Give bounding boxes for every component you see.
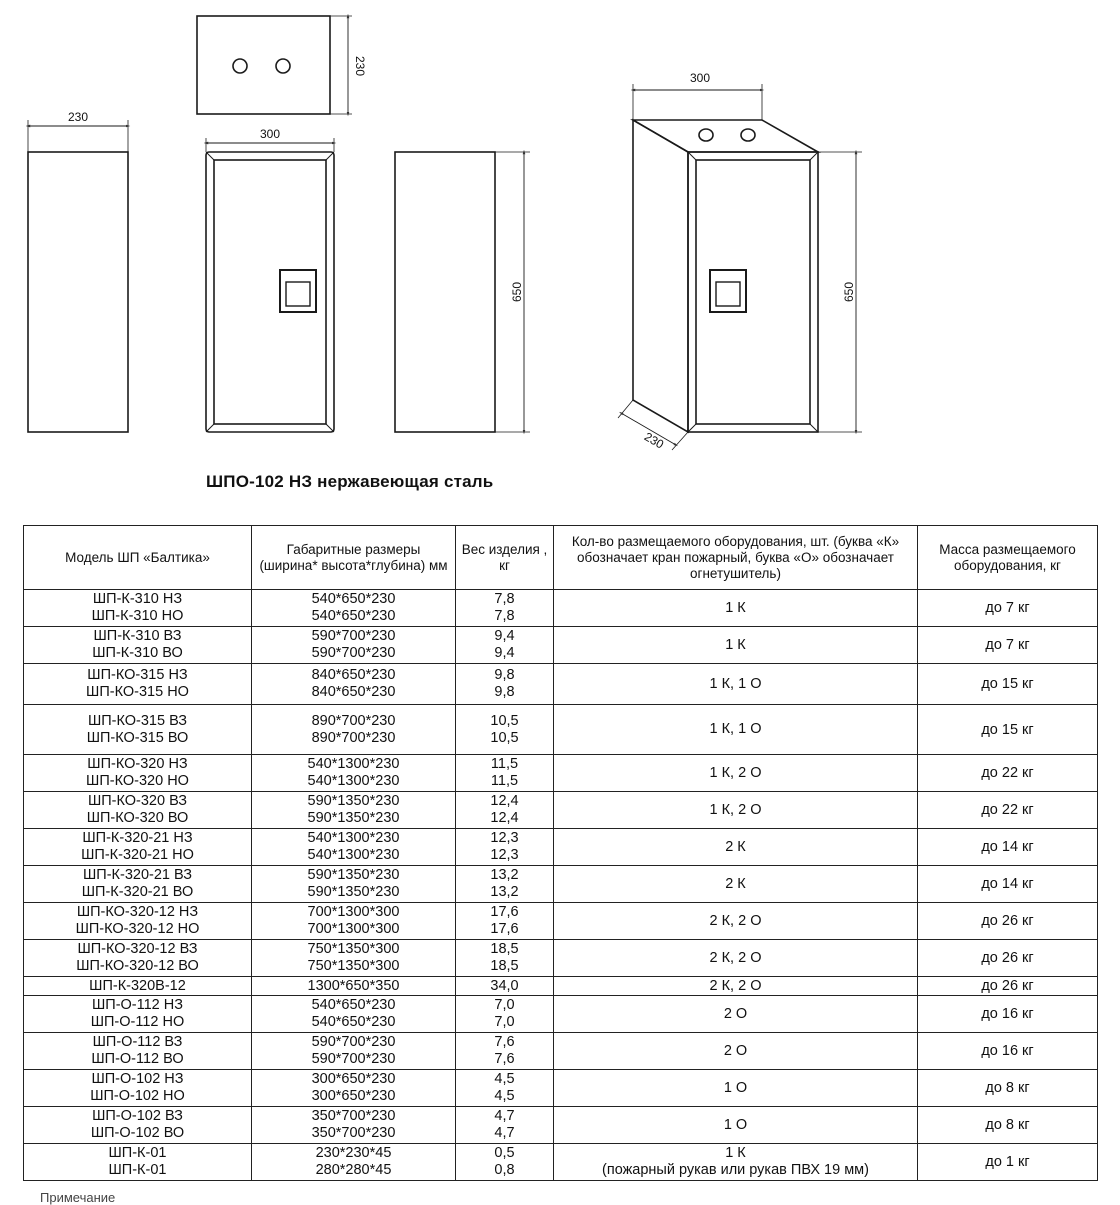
- cell-dimensions-line: 590*700*230: [311, 1051, 396, 1067]
- cell-model: [24, 940, 252, 977]
- front-view: [206, 138, 334, 432]
- cell-model-line: ШП-О-102 ВЗ: [92, 1108, 183, 1124]
- table-row: [24, 1033, 1098, 1070]
- cell-weight-line: 17,6: [490, 904, 519, 920]
- cell-dimensions: [252, 755, 456, 792]
- cell-model-line: ШП-КО-320 НЗ: [87, 756, 188, 772]
- cell-equipment-mass: до 15 кг: [918, 664, 1098, 705]
- table-row: [24, 866, 1098, 903]
- header-equipment-mass: Масса размещаемого оборудования, кг: [918, 526, 1098, 590]
- cell-weight-line: 18,5: [490, 941, 519, 957]
- cell-equipment: [554, 705, 918, 755]
- cell-equipment-mass: до 22 кг: [918, 792, 1098, 829]
- cell-weight: [456, 1107, 554, 1144]
- cell-weight-line: 4,5: [494, 1088, 515, 1104]
- cell-dimensions-line: 350*700*230: [311, 1125, 396, 1141]
- cell-model-line: ШП-К-310 ВО: [92, 645, 183, 661]
- cell-model-line: ШП-К-320-21 ВЗ: [83, 867, 192, 883]
- cell-equipment-line: (пожарный рукав или рукав ПВХ 19 мм): [602, 1162, 869, 1178]
- cell-weight-line: 12,3: [490, 830, 519, 846]
- header-equipment: Кол-во размещаемого оборудования, шт. (буква «К» обозначает кран пожарный, буква «О» обозначает огнетушитель): [554, 526, 918, 590]
- cell-equipment-line: 2 К, 2 О: [709, 949, 762, 966]
- cell-equipment: [554, 977, 918, 996]
- cell-model-line: ШП-О-112 ВЗ: [92, 1034, 183, 1050]
- table-row: [24, 627, 1098, 664]
- cell-dimensions-line: 540*650*230: [311, 591, 396, 607]
- cell-weight-line: 12,4: [490, 793, 519, 809]
- cell-weight-line: 4,5: [494, 1071, 515, 1087]
- table-row: [24, 1107, 1098, 1144]
- cell-weight-line: 9,4: [494, 645, 515, 661]
- cell-equipment: [554, 1107, 918, 1144]
- cell-weight-line: 7,6: [494, 1034, 515, 1050]
- cell-dimensions-line: 590*700*230: [311, 1034, 396, 1050]
- cell-model: [24, 977, 252, 996]
- cell-dimensions-line: 590*1350*230: [307, 793, 400, 809]
- cell-equipment: [554, 1144, 918, 1181]
- cell-model: [24, 1070, 252, 1107]
- cell-weight-line: 12,4: [490, 810, 519, 826]
- cell-model-line: ШП-КО-320 ВЗ: [87, 793, 188, 809]
- cell-equipment-line: 1 К: [725, 599, 746, 616]
- cell-weight: [456, 903, 554, 940]
- cell-dimensions-line: 590*700*230: [311, 628, 396, 644]
- cell-model: [24, 829, 252, 866]
- cell-equipment-line: 1 К, 2 О: [709, 764, 762, 781]
- cell-dimensions-line: 280*280*45: [315, 1162, 392, 1178]
- header-dimensions: Габаритные размеры (ширина* высота*глубина) мм: [252, 526, 456, 590]
- cell-equipment-mass: до 14 кг: [918, 829, 1098, 866]
- cell-model: [24, 705, 252, 755]
- cell-weight-line: 7,0: [494, 1014, 515, 1030]
- cell-weight-line: 12,3: [490, 847, 519, 863]
- cell-model-line: ШП-К-310 ВЗ: [93, 628, 182, 644]
- table-row: [24, 755, 1098, 792]
- cell-equipment-line: 2 О: [723, 1005, 748, 1022]
- cell-weight: [456, 996, 554, 1033]
- cell-dimensions: [252, 1144, 456, 1181]
- cell-weight-line: 9,8: [494, 667, 515, 683]
- cell-model-line: ШП-КО-320-12 НО: [75, 921, 200, 937]
- cell-weight-line: 0,5: [494, 1145, 515, 1161]
- cell-weight-line: 7,8: [494, 608, 515, 624]
- header-weight: Вес изделия , кг: [456, 526, 554, 590]
- cell-model-line: ШП-К-320-21 НО: [81, 847, 194, 863]
- product-caption: ШПО-102 НЗ нержавеющая сталь: [206, 472, 494, 491]
- cell-model-line: ШП-К-320-21 ВО: [81, 884, 194, 900]
- cell-equipment: [554, 664, 918, 705]
- cell-dimensions: [252, 866, 456, 903]
- table-row: [24, 1070, 1098, 1107]
- cell-dimensions-line: 840*650*230: [311, 667, 396, 683]
- cell-weight: [456, 664, 554, 705]
- cell-dimensions: [252, 1107, 456, 1144]
- cell-dimensions-line: 540*650*230: [311, 997, 396, 1013]
- cell-weight-line: 13,2: [490, 867, 519, 883]
- cell-dimensions-line: 540*1300*230: [307, 830, 400, 846]
- dim-top-depth: 230: [353, 55, 367, 77]
- cell-dimensions: [252, 996, 456, 1033]
- cell-model-line: ШП-К-310 НО: [91, 608, 184, 624]
- cabinet-drawings: [0, 0, 1120, 500]
- cell-dimensions: [252, 705, 456, 755]
- cell-weight: [456, 940, 554, 977]
- cell-dimensions-line: 540*1300*230: [307, 847, 400, 863]
- isometric-view: [618, 84, 862, 450]
- header-model: Модель ШП «Балтика»: [24, 526, 252, 590]
- cell-equipment-mass: до 7 кг: [918, 590, 1098, 627]
- cell-model-line: ШП-О-102 ВО: [90, 1125, 185, 1141]
- cell-dimensions: [252, 627, 456, 664]
- cell-weight: [456, 792, 554, 829]
- cell-dimensions-line: 300*650*230: [311, 1088, 396, 1104]
- cell-equipment-line: 1 К: [725, 636, 746, 653]
- table-row: [24, 996, 1098, 1033]
- dim-front-width: 300: [259, 127, 281, 141]
- cell-dimensions-line: 590*1350*230: [307, 867, 400, 883]
- cell-equipment-mass: до 16 кг: [918, 1033, 1098, 1070]
- table-row: [24, 977, 1098, 996]
- cell-dimensions-line: 890*700*230: [311, 712, 396, 729]
- cell-weight-line: 0,8: [494, 1162, 515, 1178]
- top-view: [197, 16, 352, 114]
- cell-dimensions-line: 1300*650*350: [307, 977, 400, 994]
- cell-weight-line: 11,5: [490, 756, 519, 772]
- dim-iso-width: 300: [689, 71, 711, 85]
- cell-weight: [456, 1070, 554, 1107]
- cell-equipment: [554, 1070, 918, 1107]
- cell-equipment-line: 2 О: [723, 1042, 748, 1059]
- table-row: [24, 705, 1098, 755]
- cell-model-line: ШП-КО-315 НЗ: [87, 667, 188, 683]
- cell-model-line: ШП-КО-320-12 ВО: [76, 958, 199, 974]
- cell-weight: [456, 590, 554, 627]
- cell-model: [24, 866, 252, 903]
- cell-model-line: ШП-О-112 ВО: [91, 1051, 184, 1067]
- cell-model: [24, 792, 252, 829]
- cell-dimensions-line: 590*700*230: [311, 645, 396, 661]
- cell-dimensions-line: 700*1300*300: [307, 921, 400, 937]
- cell-model-line: ШП-О-102 НО: [90, 1088, 185, 1104]
- cell-model-line: ШП-КО-320 ВО: [86, 810, 189, 826]
- cell-model-line: ШП-КО-315 НО: [86, 684, 189, 700]
- cell-equipment-mass: до 7 кг: [918, 627, 1098, 664]
- cell-weight: [456, 829, 554, 866]
- cell-weight: [456, 627, 554, 664]
- footer-note: Примечание: [40, 1190, 116, 1205]
- cell-equipment-line: 1 К, 2 О: [709, 801, 762, 818]
- cell-equipment: [554, 590, 918, 627]
- cell-dimensions: [252, 1033, 456, 1070]
- cell-weight-line: 9,8: [494, 684, 515, 700]
- dim-iso-depth: 230: [641, 429, 667, 452]
- cell-model: [24, 755, 252, 792]
- cell-equipment-mass: до 15 кг: [918, 705, 1098, 755]
- cell-model: [24, 1107, 252, 1144]
- cell-dimensions: [252, 829, 456, 866]
- table-header-row: [24, 526, 1098, 590]
- cell-weight: [456, 705, 554, 755]
- cell-weight-line: 34,0: [490, 977, 519, 994]
- cell-dimensions-line: 350*700*230: [311, 1108, 396, 1124]
- cell-equipment: [554, 829, 918, 866]
- cell-weight-line: 18,5: [490, 958, 519, 974]
- cell-model-line: ШП-О-102 НЗ: [91, 1071, 184, 1087]
- table-row: [24, 664, 1098, 705]
- cell-equipment: [554, 940, 918, 977]
- cell-equipment: [554, 996, 918, 1033]
- cell-dimensions-line: 590*1350*230: [307, 810, 400, 826]
- cell-model-line: ШП-КО-315 ВЗ: [87, 712, 188, 729]
- cell-equipment-mass: до 26 кг: [918, 903, 1098, 940]
- cell-dimensions: [252, 1070, 456, 1107]
- cell-equipment: [554, 1033, 918, 1070]
- cell-equipment-mass: до 1 кг: [918, 1144, 1098, 1181]
- cell-equipment: [554, 755, 918, 792]
- cell-model-line: ШП-К-320-21 НЗ: [82, 830, 193, 846]
- cell-dimensions: [252, 664, 456, 705]
- table-body: [24, 590, 1098, 1181]
- cell-dimensions: [252, 792, 456, 829]
- cell-dimensions-line: 300*650*230: [311, 1071, 396, 1087]
- cell-equipment-mass: до 26 кг: [918, 940, 1098, 977]
- spec-table: [23, 525, 1098, 1181]
- cell-dimensions-line: 700*1300*300: [307, 904, 400, 920]
- cell-dimensions-line: 540*650*230: [311, 1014, 396, 1030]
- cell-model-line: ШП-КО-320-12 ВЗ: [77, 941, 198, 957]
- cell-model: [24, 664, 252, 705]
- cell-dimensions-line: 540*650*230: [311, 608, 396, 624]
- cell-dimensions-line: 890*700*230: [311, 729, 396, 746]
- dim-side-width: 230: [67, 110, 89, 124]
- cell-equipment-line: 1 О: [723, 1116, 748, 1133]
- cell-equipment: [554, 792, 918, 829]
- cell-model-line: ШП-О-112 НО: [90, 1014, 185, 1030]
- cell-equipment-mass: до 16 кг: [918, 996, 1098, 1033]
- cell-equipment-mass: до 22 кг: [918, 755, 1098, 792]
- cell-model: [24, 1033, 252, 1070]
- cell-weight: [456, 977, 554, 996]
- cell-equipment-mass: до 26 кг: [918, 977, 1098, 996]
- cell-model-line: ШП-К-01: [108, 1145, 167, 1161]
- cell-equipment-line: 1 К: [725, 1145, 746, 1161]
- cell-dimensions: [252, 977, 456, 996]
- cell-dimensions-line: 840*650*230: [311, 684, 396, 700]
- table-row: [24, 903, 1098, 940]
- cell-model-line: ШП-К-320В-12: [89, 977, 186, 994]
- cell-weight: [456, 1144, 554, 1181]
- cell-equipment: [554, 627, 918, 664]
- cell-equipment-mass: до 8 кг: [918, 1107, 1098, 1144]
- cell-equipment-line: 2 К, 2 О: [709, 977, 762, 994]
- cell-weight-line: 10,5: [490, 712, 519, 729]
- cell-model-line: ШП-О-112 НЗ: [91, 997, 184, 1013]
- cell-equipment-line: 2 К, 2 О: [709, 912, 762, 929]
- cell-dimensions-line: 750*1350*300: [307, 958, 400, 974]
- table-row: [24, 829, 1098, 866]
- cell-dimensions-line: 540*1300*230: [307, 773, 400, 789]
- cell-model: [24, 1144, 252, 1181]
- cell-model: [24, 903, 252, 940]
- cell-model-line: ШП-КО-320-12 НЗ: [76, 904, 199, 920]
- cell-equipment-line: 2 К: [725, 875, 746, 892]
- table-row: [24, 1144, 1098, 1181]
- cell-weight: [456, 866, 554, 903]
- cell-weight-line: 7,6: [494, 1051, 515, 1067]
- cell-weight-line: 4,7: [494, 1125, 515, 1141]
- table-row: [24, 590, 1098, 627]
- cell-model: [24, 590, 252, 627]
- cell-model-line: ШП-К-01: [108, 1162, 167, 1178]
- cell-equipment-line: 1 О: [723, 1079, 748, 1096]
- cell-equipment-mass: до 14 кг: [918, 866, 1098, 903]
- cell-equipment-mass: до 8 кг: [918, 1070, 1098, 1107]
- side-view: [28, 120, 128, 432]
- cell-model: [24, 996, 252, 1033]
- table-row: [24, 940, 1098, 977]
- cell-weight-line: 7,8: [494, 591, 515, 607]
- table-row: [24, 792, 1098, 829]
- cell-weight-line: 9,4: [494, 628, 515, 644]
- cell-weight-line: 11,5: [490, 773, 519, 789]
- cell-dimensions-line: 540*1300*230: [307, 756, 400, 772]
- cell-dimensions: [252, 940, 456, 977]
- dim-iso-height: 650: [842, 281, 856, 303]
- cell-weight-line: 10,5: [490, 729, 519, 746]
- cell-weight-line: 17,6: [490, 921, 519, 937]
- cell-model-line: ШП-КО-320 НО: [86, 773, 189, 789]
- cell-weight: [456, 1033, 554, 1070]
- cell-dimensions-line: 750*1350*300: [307, 941, 400, 957]
- cell-weight: [456, 755, 554, 792]
- cell-model-line: ШП-КО-315 ВО: [86, 729, 189, 746]
- cell-weight-line: 13,2: [490, 884, 519, 900]
- cell-equipment: [554, 866, 918, 903]
- cell-equipment: [554, 903, 918, 940]
- cell-weight-line: 7,0: [494, 997, 515, 1013]
- cell-equipment-line: 1 К, 1 О: [709, 675, 762, 692]
- cell-equipment-line: 1 К, 1 О: [709, 721, 762, 737]
- cell-dimensions: [252, 903, 456, 940]
- cell-dimensions-line: 230*230*45: [315, 1145, 392, 1161]
- cell-model: [24, 627, 252, 664]
- cell-dimensions: [252, 590, 456, 627]
- cell-weight-line: 4,7: [494, 1108, 515, 1124]
- cell-model-line: ШП-К-310 НЗ: [92, 591, 183, 607]
- dim-height-side: 650: [510, 281, 524, 303]
- cell-dimensions-line: 590*1350*230: [307, 884, 400, 900]
- cell-equipment-line: 2 К: [725, 838, 746, 855]
